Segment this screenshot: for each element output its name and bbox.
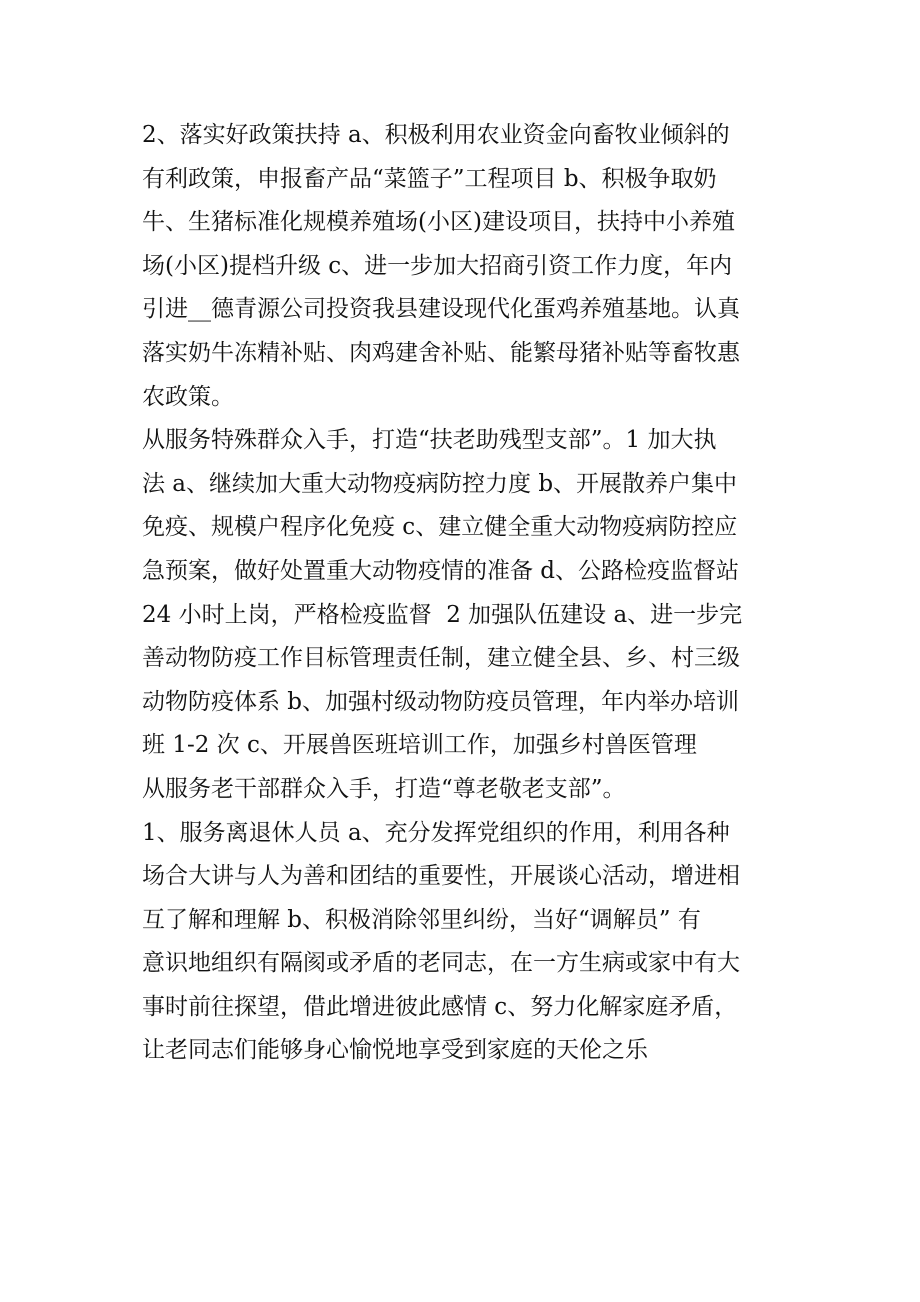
text-line: 互了解和理解 b、积极消除邻里纠纷，当好“调解员” 有	[142, 906, 701, 933]
text-line: 让老同志们能够身心愉悦地享受到家庭的天伦之乐	[142, 1037, 648, 1064]
text-line: 从服务特殊群众入手，打造“扶老助残型支部”。1 加大执	[142, 427, 717, 454]
text-line: 落实奶牛冻精补贴、肉鸡建舍补贴、能繁母猪补贴等畜牧惠	[142, 339, 740, 366]
text-line: 善动物防疫工作目标管理责任制，建立健全县、乡、村三级	[142, 645, 740, 672]
text-line: 2、落实好政策扶持 a、积极利用农业资金向畜牧业倾斜的	[142, 122, 730, 148]
text-line: 有利政策，申报畜产品“菜篮子”工程项目 b、积极争取奶	[142, 165, 717, 192]
text-line: 法 a、继续加大重大动物疫病防控力度 b、开展散养户集中	[142, 470, 738, 497]
text-line: 场(小区)提档升级 c、进一步加大招商引资工作力度，年内	[142, 252, 733, 279]
text-line: 24 小时上岗，严格检疫监督 2 加强队伍建设 a、进一步完	[142, 601, 743, 628]
text-line: 农政策。	[142, 383, 234, 410]
document-body	[142, 114, 787, 1073]
text-line: 意识地组织有隔阂或矛盾的老同志，在一方生病或家中有大	[142, 950, 740, 977]
text-line: 急预案，做好处置重大动物疫情的准备 d、公路检疫监督站	[142, 557, 740, 584]
text-line: 动物防疫体系 b、加强村级动物防疫员管理，年内举办培训	[142, 688, 740, 715]
text-line: 牛、生猪标准化规模养殖场(小区)建设项目，扶持中小养殖	[142, 209, 735, 236]
text-line: 班 1-2 次 c、开展兽医班培训工作，加强乡村兽医管理	[142, 732, 697, 759]
text-line: 事时前往探望，借此增进彼此感情 c、努力化解家庭矛盾，	[142, 993, 738, 1020]
text-line: 1、服务离退休人员 a、充分发挥党组织的作用，利用各种	[142, 819, 730, 846]
text-line: 场合大讲与人为善和团结的重要性，开展谈心活动，增进相	[142, 863, 740, 890]
text-line: 免疫、规模户程序化免疫 c、建立健全重大动物疫病防控应	[142, 514, 738, 541]
text-line: 引进__德青源公司投资我县建设现代化蛋鸡养殖基地。认真	[142, 296, 740, 323]
text-line: 从服务老干部群众入手，打造“尊老敬老支部”。	[142, 775, 626, 802]
